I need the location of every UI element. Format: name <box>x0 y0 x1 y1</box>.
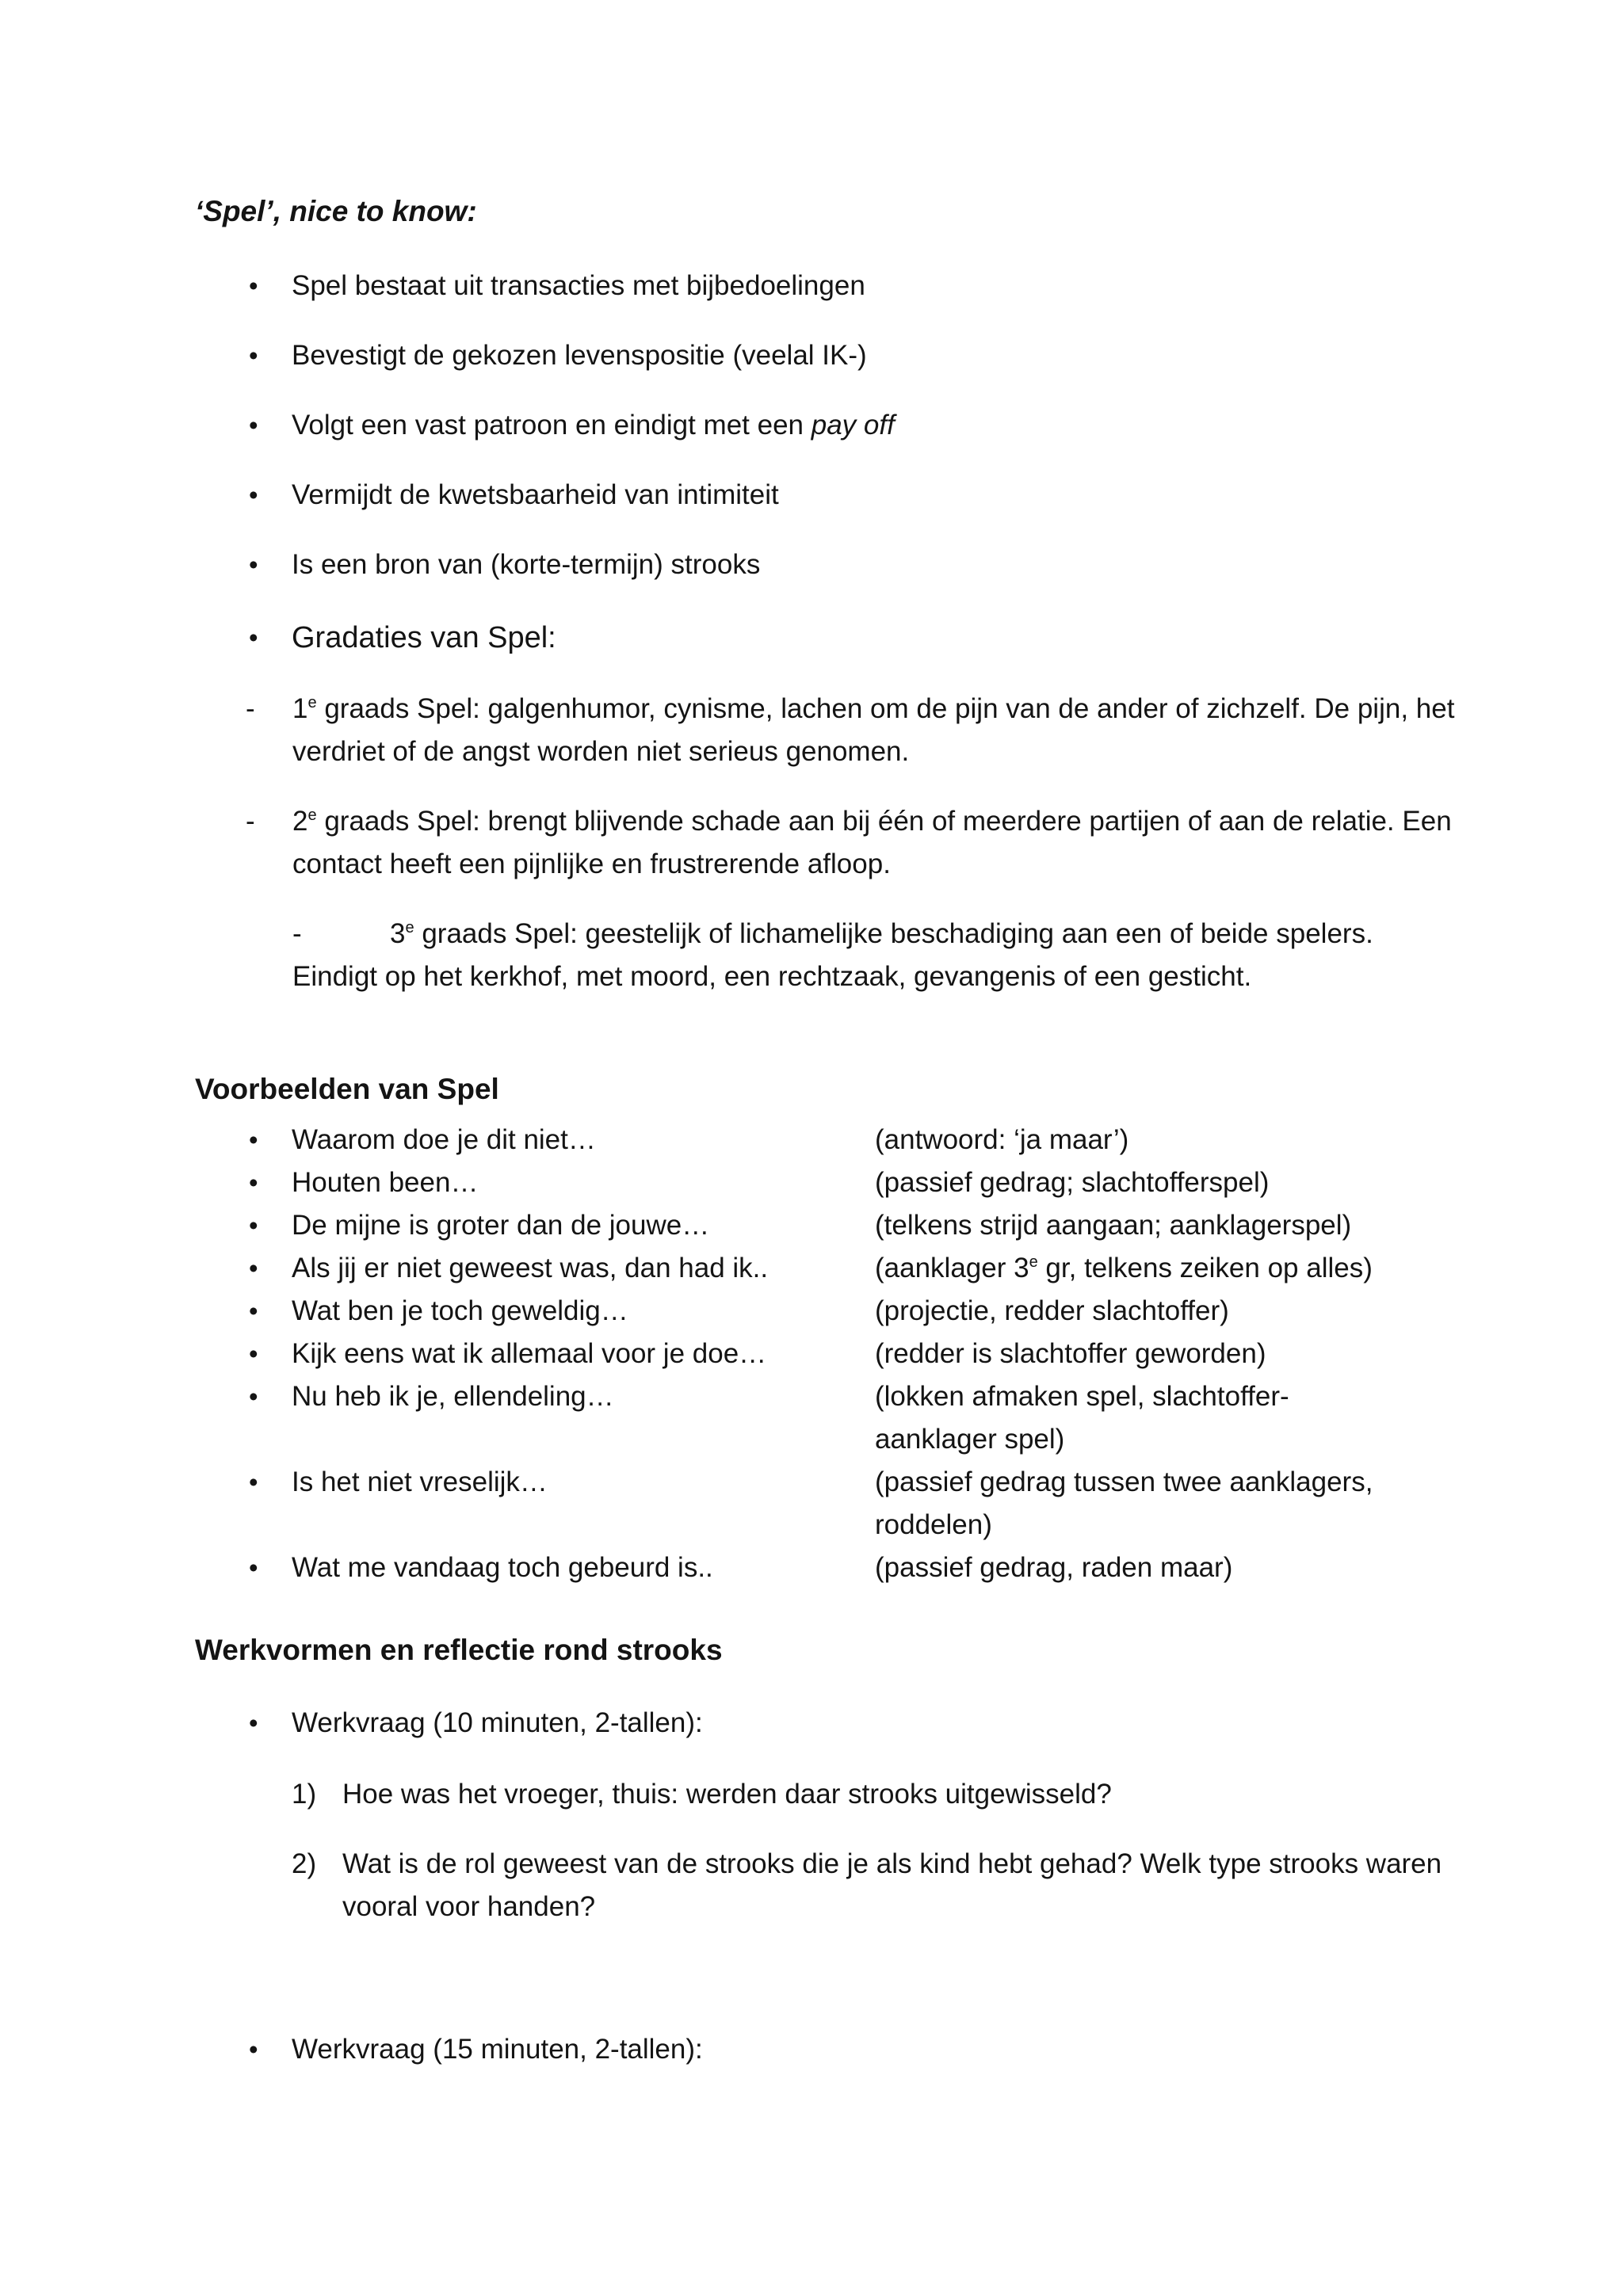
grade-line <box>292 688 1454 730</box>
example-phrase: Kijk eens wat ik allemaal voor je doe… <box>292 1338 767 1369</box>
bullet-icon <box>249 1702 258 1745</box>
list-item-text: Bevestigt de gekozen levenspositie (veelal IK-) <box>292 340 867 371</box>
bullet-icon <box>249 404 258 447</box>
example-explanation: (redder is slachtoffer geworden) <box>875 1338 1266 1369</box>
dash-marker <box>246 688 255 730</box>
list-item-text: Gradaties van Spel: <box>292 621 556 654</box>
grade-line <box>390 913 1373 955</box>
example-explanation: (antwoord: ‘ja maar’) <box>875 1124 1129 1155</box>
example-phrase: De mijne is groter dan de jouwe… <box>292 1210 710 1241</box>
bullet-icon <box>249 1333 258 1375</box>
example-explanation: (projectie, redder slachtoffer) <box>875 1295 1229 1326</box>
example-phrase: Nu heb ik je, ellendeling… <box>292 1381 614 1412</box>
item-number: 2) <box>292 1848 317 1879</box>
ordinal-sup: e <box>307 694 317 711</box>
example-explanation: (lokken afmaken spel, slachtoffer- <box>875 1381 1289 1412</box>
ordinal-sup: e <box>307 807 317 824</box>
example-explanation: (passief gedrag tussen twee aanklagers, <box>875 1466 1373 1497</box>
example-explanation-line2: aanklager spel) <box>875 1424 1065 1455</box>
grade-number: 3 <box>390 918 406 949</box>
bullet-icon <box>249 474 258 517</box>
explanation-part: (aanklager 3 <box>875 1253 1029 1283</box>
bullet-icon <box>249 1375 258 1418</box>
bullet-icon <box>249 543 258 586</box>
grade-text-line2: contact heeft een pijnlijke en frustrerende afloop. <box>292 849 891 879</box>
example-phrase: Houten been… <box>292 1167 479 1198</box>
example-phrase: Waarom doe je dit niet… <box>292 1124 596 1155</box>
question-text-line2: vooral voor handen? <box>342 1891 596 1922</box>
list-item-text: Werkvraag (15 minuten, 2-tallen): <box>292 2034 703 2065</box>
bullet-icon <box>249 1204 258 1247</box>
example-phrase: Wat ben je toch geweldig… <box>292 1295 628 1326</box>
dash-marker <box>246 800 255 843</box>
bullet-icon <box>249 616 258 659</box>
grade-text: graads Spel: galgenhumor, cynisme, lachen om de pijn van de ander of zichzelf. De pijn, het <box>316 693 1455 724</box>
bullet-icon <box>249 1161 258 1204</box>
question-text: Wat is de rol geweest van de strooks die je als kind hebt gehad? Welk type strooks waren <box>342 1848 1442 1879</box>
list-item-text: Is een bron van (korte-termijn) strooks <box>292 549 761 580</box>
bullet-icon <box>249 1119 258 1161</box>
bullet-icon <box>249 1461 258 1504</box>
example-phrase: Is het niet vreselijk… <box>292 1466 548 1497</box>
example-explanation <box>875 1247 1373 1290</box>
example-explanation-line2: roddelen) <box>875 1509 992 1540</box>
bullet-icon <box>249 1290 258 1333</box>
ordinal-sup: e <box>405 919 414 936</box>
italic-term: pay off <box>811 410 895 441</box>
bullet-icon <box>249 1247 258 1290</box>
example-explanation: (telkens strijd aangaan; aanklagerspel) <box>875 1210 1352 1241</box>
list-item-text <box>292 404 895 447</box>
grade-text-line2: Eindigt op het kerkhof, met moord, een rechtzaak, gevangenis of een gesticht. <box>292 961 1252 992</box>
dash-marker <box>292 913 302 955</box>
example-phrase: Wat me vandaag toch gebeurd is.. <box>292 1552 713 1583</box>
bullet-icon <box>249 265 258 307</box>
section-title-voorbeelden: Voorbeelden van Spel <box>195 1073 499 1105</box>
example-phrase: Als jij er niet geweest was, dan had ik.. <box>292 1253 769 1283</box>
grade-text: graads Spel: geestelijk of lichamelijke beschadiging aan een of beide spelers. <box>414 918 1373 949</box>
list-item-text-part: Volgt een vast patroon en eindigt met een <box>292 410 812 441</box>
section-title-werkvormen: Werkvormen en reflectie rond strooks <box>195 1634 723 1666</box>
grade-line <box>292 800 1452 843</box>
example-explanation: (passief gedrag; slachtofferspel) <box>875 1167 1270 1198</box>
bullet-icon <box>249 334 258 377</box>
explanation-part: gr, telkens zeiken op alles) <box>1037 1253 1373 1283</box>
example-explanation: (passief gedrag, raden maar) <box>875 1552 1233 1583</box>
bullet-icon <box>249 1547 258 1589</box>
question-text: Hoe was het vroeger, thuis: werden daar strooks uitgewisseld? <box>342 1779 1112 1810</box>
grade-text-line2: verdriet of de angst worden niet serieus genomen. <box>292 736 910 767</box>
list-item-text: Werkvraag (10 minuten, 2-tallen): <box>292 1707 703 1738</box>
grade-number: 1 <box>292 693 308 724</box>
bullet-icon <box>249 2028 258 2071</box>
grade-text: graads Spel: brengt blijvende schade aan bij één of meerdere partijen of aan de relatie. Een <box>316 806 1452 837</box>
item-number: 1) <box>292 1779 317 1810</box>
grade-number: 2 <box>292 806 308 837</box>
list-item-text: Spel bestaat uit transacties met bijbedoelingen <box>292 270 865 301</box>
section-title-spel: ‘Spel’, nice to know: <box>195 195 477 227</box>
ordinal-sup: e <box>1029 1253 1038 1271</box>
list-item-text: Vermijdt de kwetsbaarheid van intimiteit <box>292 479 779 510</box>
